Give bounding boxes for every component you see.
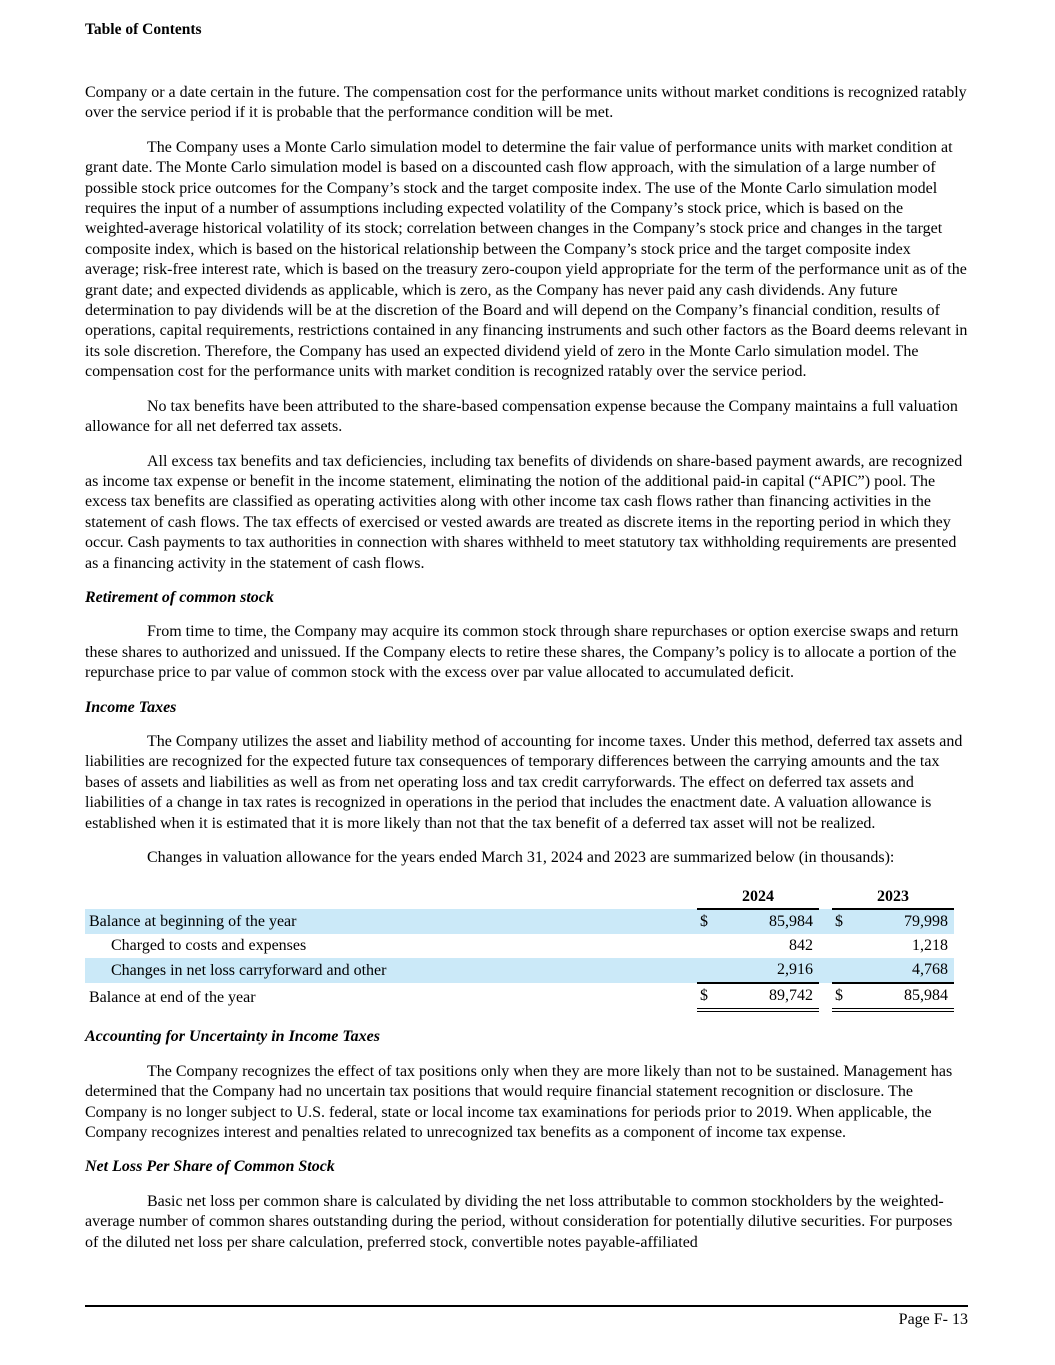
table-of-contents-link[interactable]: Table of Contents — [85, 21, 202, 38]
paragraph-monte-carlo: The Company uses a Monte Carlo simulation model to determine the fair value of performance units with market condition at grant date. The Monte Carlo simulation model is based on a discounted cash flow approach, with the simulation of a large number of possible stock price outcomes for the Company’s stock and the target composite index. The use of the Monte Carlo simulation model requires the input of a number of assumptions including expected volatility of the Company’s stock price, which is based on the weighted-average historical volatility of its stock; correlation between changes in the Company’s stock price and changes in the target composite index, which is based on the historical relationship between the Company’s stock price and the target composite index average; risk-free interest rate, which is based on the treasury zero-coupon yield appropriate for the term of the performance unit as of the grant date; and expected dividends as applicable, which is zero, as the Company has never paid any cash dividends. Any future determination to pay dividends will be at the discretion of the Board and will depend on the Company’s financial condition, results of operations, capital requirements, restrictions contained in any financing instruments and such other factors as the Board deems relevant in its sole discretion. Therefore, the Company has used an expected dividend yield of zero in the Monte Carlo simulation model. The compensation cost for the performance units with market condition is recognized ratably over the service period. — [85, 138, 968, 381]
table-row-charged-to-costs — [85, 934, 954, 958]
column-header-2023: 2023 — [832, 885, 954, 909]
table-row-changes-carryforward — [85, 958, 954, 983]
paragraph-income-taxes: The Company utilizes the asset and liability method of accounting for income taxes. Under this method, deferred tax assets and liabilities are recognized for the expected future tax consequences of temporary differences between the carrying amounts and the tax bases of assets and liabilities as well as from net operating loss and tax credit carryforwards. The effect on deferred tax assets and liabilities of a change in tax rates is recognized in operations in the period that includes the enactment date. A valuation allowance is established when it is estimated that it is more likely than not that the tax benefit of a deferred tax asset will not be realized. — [85, 732, 963, 832]
column-gap — [819, 909, 832, 934]
value-2024: 89,742 — [721, 983, 819, 1010]
row-label: Balance at beginning of the year — [85, 909, 697, 934]
value-2024: 2,916 — [721, 958, 819, 983]
paragraph-continuation: Company or a date certain in the future. The compensation cost for the performance units without market conditions is recognized ratably over the service period if it is probable that the performance condition will be met. — [85, 84, 967, 122]
row-label: Charged to costs and expenses — [111, 937, 307, 955]
paragraph-valuation-table-intro: Changes in valuation allowance for the years ended March 31, 2024 and 2023 are summarized below (in thousands): — [147, 849, 895, 866]
heading-net-loss-per-share: Net Loss Per Share of Common Stock — [85, 1158, 335, 1176]
page-footer-rule — [85, 1305, 968, 1330]
table-row-balance-end — [85, 983, 954, 1010]
value-2024: 842 — [789, 937, 813, 955]
value-2023: 1,218 — [912, 937, 948, 955]
currency-symbol — [697, 958, 721, 983]
table-row-balance-beginning — [85, 909, 954, 934]
valuation-allowance-table — [85, 885, 954, 1012]
paragraph-excess-tax-benefits: All excess tax benefits and tax deficiencies, including tax benefits of dividends on share-based payment awards, are recognized as income tax expense or benefit in the income statement, eliminating the notion of the additional paid-in capital (“APIC”) pool. The excess tax benefits are classified as operating activities along with other income tax cash flows rather than financing activities in the statement of cash flows. The tax effects of exercised or vested awards are treated as discrete items in the reporting period in which they occur. Cash payments to tax authorities in connection with shares withheld to meet statutory tax withholding requirements are presented as a financing activity in the statement of cash flows. — [85, 452, 963, 572]
table-header-row — [85, 885, 954, 909]
header-spacer-cell — [85, 885, 697, 909]
row-label: Balance at end of the year — [89, 989, 256, 1007]
currency-symbol — [832, 958, 856, 983]
heading-income-taxes: Income Taxes — [85, 698, 177, 716]
currency-symbol: $ — [832, 983, 856, 1010]
paragraph-net-loss-per-share: Basic net loss per common share is calculated by dividing the net loss attributable to common stockholders by the weighted-average number of common shares outstanding during the period, without consideration for potentially dilutive securities. For purposes of the diluted net loss per share calculation, preferred stock, convertible notes payable-affiliated — [85, 1192, 953, 1251]
paragraph-uncertainty-in-income-taxes: The Company recognizes the effect of tax positions only when they are more likely than not to be sustained. Management has determined that the Company had no uncertain tax positions that would require financial statement recognition or disclosure. The Company is no longer subject to U.S. federal, state or local income tax examinations for periods prior to 2019. When applicable, the Company recognizes interest and penalties related to unrecognized tax benefits as a component of income tax expense. — [85, 1062, 953, 1142]
heading-uncertainty-in-income-taxes: Accounting for Uncertainty in Income Taxes — [85, 1028, 380, 1046]
column-gap — [819, 983, 832, 1010]
page-number: Page F- 13 — [898, 1311, 968, 1328]
currency-symbol — [697, 934, 721, 958]
value-2024: 85,984 — [721, 909, 819, 934]
row-label: Changes in net loss carryforward and other — [85, 958, 697, 983]
paragraph-retirement-of-common-stock: From time to time, the Company may acquire its common stock through share repurchases or option exercise swaps and return these shares to authorized and unissued. If the Company elects to retire these shares, the Company’s policy is to allocate a portion of the repurchase price to par value of common stock with the excess over par value allocated to accumulated deficit. — [85, 623, 959, 682]
currency-symbol: $ — [697, 983, 721, 1010]
column-gap — [819, 934, 832, 958]
column-header-2024: 2024 — [697, 885, 819, 909]
currency-symbol — [832, 934, 856, 958]
currency-symbol: $ — [832, 909, 856, 934]
value-2023: 85,984 — [856, 983, 954, 1010]
currency-symbol: $ — [697, 909, 721, 934]
value-2023: 4,768 — [856, 958, 954, 983]
column-gap — [819, 885, 832, 909]
value-2023: 79,998 — [856, 909, 954, 934]
paragraph-no-tax-benefits: No tax benefits have been attributed to the share-based compensation expense because the Company maintains a full valuation allowance for all net deferred tax assets. — [85, 397, 958, 436]
heading-retirement-of-common-stock: Retirement of common stock — [85, 588, 274, 606]
column-gap — [819, 958, 832, 983]
